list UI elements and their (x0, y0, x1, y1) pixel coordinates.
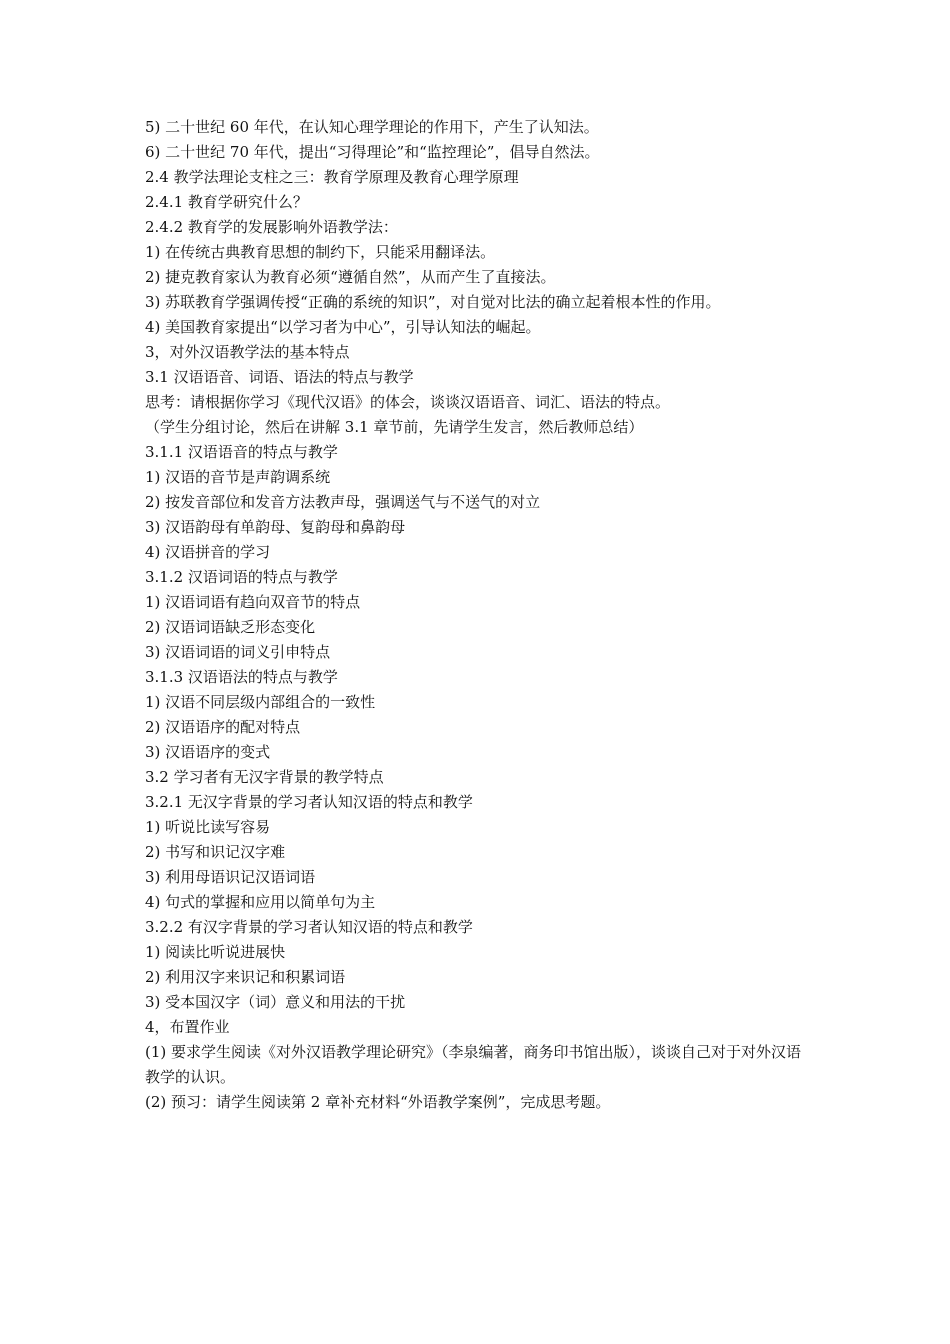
list-item: 2) 按发音部位和发音方法教声母，强调送气与不送气的对立 (145, 493, 541, 511)
list-item: 1) 汉语不同层级内部组合的一致性 (145, 693, 376, 711)
list-item: 2) 利用汉字来识记和积累词语 (145, 968, 346, 986)
subsection-heading: 3.2.2 有汉字背景的学习者认知汉语的特点和教学 (145, 918, 473, 936)
list-item: 4) 汉语拼音的学习 (145, 543, 271, 561)
list-item: 2) 书写和识记汉字难 (145, 843, 286, 861)
list-item: 1) 在传统古典教育思想的制约下，只能采用翻译法。 (145, 243, 496, 261)
list-item: 1) 汉语的音节是声韵调系统 (145, 468, 331, 486)
list-item: 5) 二十世纪 60 年代，在认知心理学理论的作用下，产生了认知法。 (145, 118, 599, 136)
list-item: 3) 汉语词语的词义引申特点 (145, 643, 331, 661)
subsection-heading: 3.1.2 汉语词语的特点与教学 (145, 568, 338, 586)
list-item: 2) 汉语词语缺乏形态变化 (145, 618, 316, 636)
subsection-heading: 2.4.1 教育学研究什么？ (145, 193, 308, 211)
subsection-heading: 2.4.2 教育学的发展影响外语教学法： (145, 218, 398, 236)
list-item: 1) 听说比读写容易 (145, 818, 271, 836)
list-item: 3) 受本国汉字（词）意义和用法的干扰 (145, 993, 406, 1011)
subsection-heading: 3.1.1 汉语语音的特点与教学 (145, 443, 338, 461)
document-body (145, 115, 815, 1115)
list-item: 4) 句式的掌握和应用以简单句为主 (145, 893, 376, 911)
subsection-heading: 3.1.3 汉语语法的特点与教学 (145, 668, 338, 686)
chapter-heading: 3，对外汉语教学法的基本特点 (145, 343, 350, 361)
subsection-heading: 3.2.1 无汉字背景的学习者认知汉语的特点和教学 (145, 793, 473, 811)
list-item: 2) 汉语语序的配对特点 (145, 718, 301, 736)
list-item: 2) 捷克教育家认为教育必须“遵循自然”，从而产生了直接法。 (145, 268, 556, 286)
list-item: 3) 汉语韵母有单韵母、复韵母和鼻韵母 (145, 518, 406, 536)
paragraph: 思考：请根据你学习《现代汉语》的体会，谈谈汉语语音、词汇、语法的特点。 (145, 393, 671, 411)
section-heading: 2.4 教学法理论支柱之三：教育学原理及教育心理学原理 (145, 168, 519, 186)
assignment-item: (1) 要求学生阅读《对外汉语教学理论研究》（李泉编著，商务印书馆出版），谈谈自己对于对外汉语教学的认识。 (145, 1043, 802, 1086)
section-heading: 3.2 学习者有无汉字背景的教学特点 (145, 768, 384, 786)
chapter-heading: 4，布置作业 (145, 1018, 230, 1036)
assignment-item: (2) 预习：请学生阅读第 2 章补充材料“外语教学案例”，完成思考题。 (145, 1093, 611, 1111)
list-item: 4) 美国教育家提出“以学习者为中心”，引导认知法的崛起。 (145, 318, 541, 336)
list-item: 1) 阅读比听说进展快 (145, 943, 286, 961)
list-item: 1) 汉语词语有趋向双音节的特点 (145, 593, 361, 611)
list-item: 6) 二十世纪 70 年代，提出“习得理论”和“监控理论”，倡导自然法。 (145, 143, 600, 161)
list-item: 3) 汉语语序的变式 (145, 743, 271, 761)
list-item: 3) 苏联教育学强调传授“正确的系统的知识”，对自觉对比法的确立起着根本性的作用。 (145, 293, 721, 311)
section-heading: 3.1 汉语语音、词语、语法的特点与教学 (145, 368, 414, 386)
list-item: 3) 利用母语识记汉语词语 (145, 868, 316, 886)
paragraph: （学生分组讨论，然后在讲解 3.1 章节前，先请学生发言，然后教师总结） (145, 418, 644, 436)
